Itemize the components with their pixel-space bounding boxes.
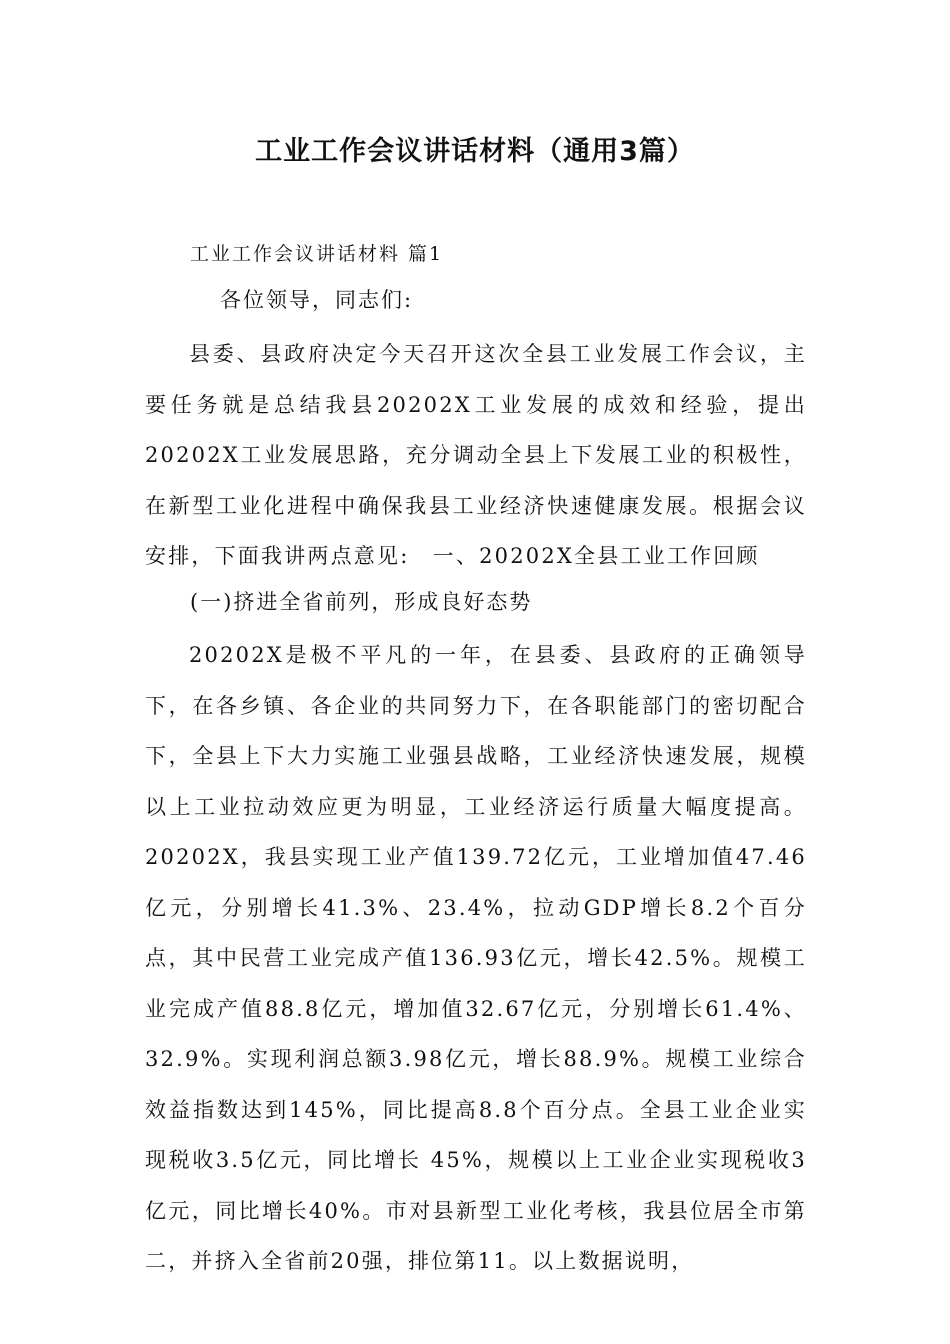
document-title: 工业工作会议讲话材料（通用3篇） xyxy=(255,136,695,167)
paragraph-review: 20202X是极不平凡的一年，在县委、县政府的正确领导下，在各乡镇、各企业的共同努力下，在各职能部门的密切配合下，全县上下大力实施工业强县战略，工业经济快速发展，规模以上工业拉动效应更为明显，工业经济运行质量大幅度提高。20202X，我县实现工业产值139.72亿元，工业增加值47.46亿元，分别增长41.3%、23.4%，拉动GDP增长8.2个百分点，其中民营工业完成产值136.93亿元，增长42.5%。规模工业完成产值88.8亿元，增加值32.67亿元，分别增长61.4%、32.9%。实现利润总额3.98亿元，增长88.9%。规模工业综合效益指数达到145%，同比提高8.8个百分点。全县工业企业实现税收3.5亿元，同比增长 45%，规模以上工业企业实现税收3亿元，同比增长40%。市对县新型工业化考核，我县位居全市第二，并挤入全省前20强，排位第11。以上数据说明， xyxy=(145,643,807,1273)
section-label: 工业工作会议讲话材料 篇1 xyxy=(190,243,444,265)
subheading: (一)挤进全省前列，形成良好态势 xyxy=(190,590,533,614)
greeting: 各位领导，同志们: xyxy=(220,288,414,312)
paragraph-intro: 县委、县政府决定今天召开这次全县工业发展工作会议，主要任务就是总结我县20202X工业发展的成效和经验，提出20202X工业发展思路，充分调动全县上下发展工业的积极性，在新型工业化进程中确保我县工业经济快速健康发展。根据会议安排，下面我讲两点意见: 一、20202X全县工业工作回顾 xyxy=(145,342,807,568)
